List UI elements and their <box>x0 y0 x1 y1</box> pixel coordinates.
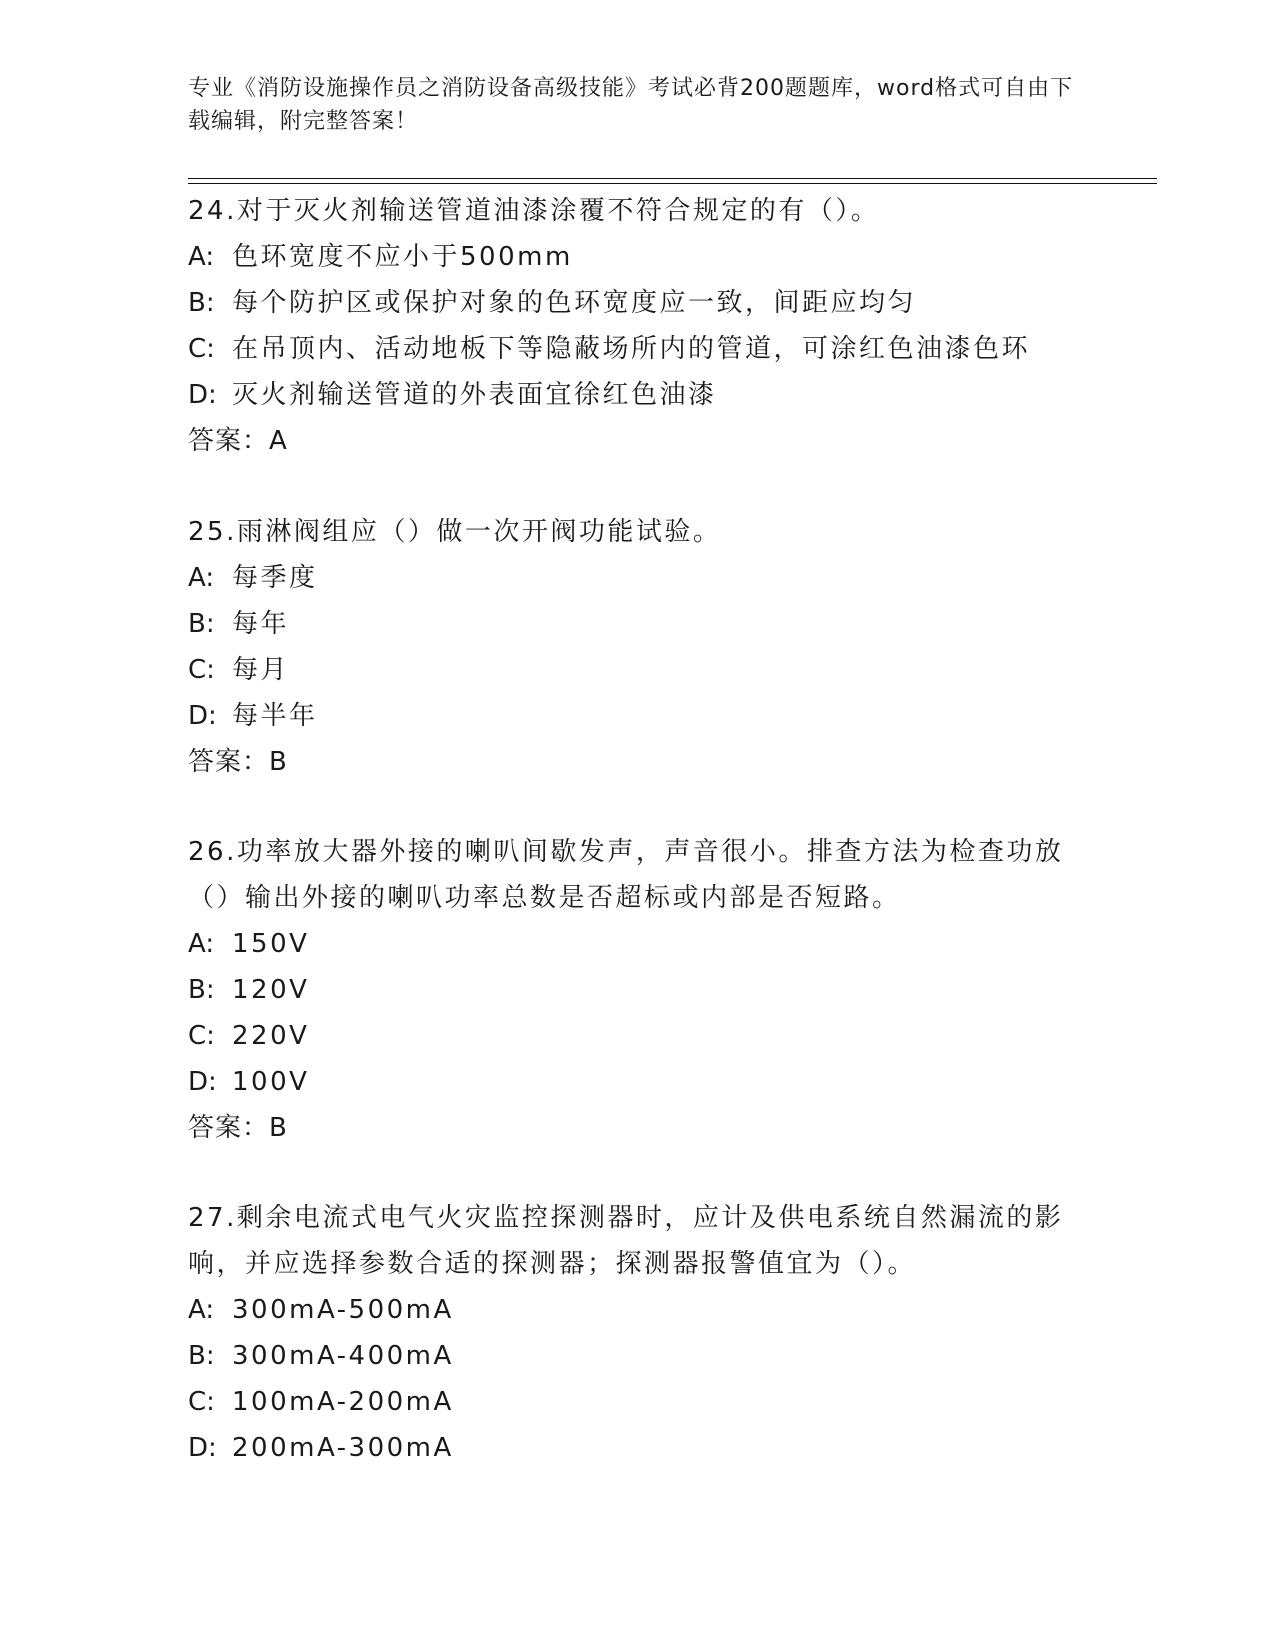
option-text: 220V <box>232 1021 310 1051</box>
option-c <box>188 1013 1088 1059</box>
option-text: 每半年 <box>232 701 318 731</box>
option-d <box>188 372 1088 418</box>
option-key: A: <box>188 929 215 959</box>
option-b <box>188 601 1088 647</box>
option-text: 100V <box>232 1067 310 1097</box>
option-b <box>188 967 1088 1013</box>
option-text: 色环宽度不应小于500mm <box>232 242 573 272</box>
option-d <box>188 1059 1088 1105</box>
option-text: 每个防护区或保护对象的色环宽度应一致，间距应均匀 <box>232 288 917 318</box>
answer-line: 答案：A <box>188 426 288 456</box>
answer-line: 答案：B <box>188 747 288 777</box>
question-stem: 26.功率放大器外接的喇叭间歇发声，声音很小。排查方法为检查功放（）输出外接的喇叭功率总数是否超标或内部是否短路。 <box>188 837 1064 913</box>
option-d <box>188 693 1088 739</box>
option-c <box>188 647 1088 693</box>
option-key: C: <box>188 1021 215 1051</box>
option-key: C: <box>188 655 215 685</box>
option-text: 100mA-200mA <box>232 1387 454 1417</box>
option-a <box>188 555 1088 601</box>
option-text: 300mA-400mA <box>232 1341 454 1371</box>
option-a <box>188 921 1088 967</box>
option-text: 灭火剂输送管道的外表面宜徐红色油漆 <box>232 380 717 410</box>
option-key: C: <box>188 1387 215 1417</box>
question-27 <box>188 1195 1088 1471</box>
question-stem: 25.雨淋阀组应（）做一次开阀功能试验。 <box>188 517 722 547</box>
document-header <box>188 72 1088 138</box>
option-text: 每季度 <box>232 563 318 593</box>
option-key: B: <box>188 609 215 639</box>
option-b <box>188 1333 1088 1379</box>
option-c <box>188 1379 1088 1425</box>
option-a <box>188 234 1088 280</box>
option-text: 120V <box>232 975 310 1005</box>
option-c <box>188 326 1088 372</box>
option-key: D: <box>188 701 217 731</box>
option-d <box>188 1425 1088 1471</box>
option-b <box>188 280 1088 326</box>
header-intro-text: 专业《消防设施操作员之消防设备高级技能》考试必背200题题库，word格式可自由下载编辑，附完整答案！ <box>188 76 1074 134</box>
question-stem: 27.剩余电流式电气火灾监控探测器时，应计及供电系统自然漏流的影响，并应选择参数合适的探测器；探测器报警值宜为（）。 <box>188 1203 1064 1279</box>
question-stem: 24.对于灭火剂输送管道油漆涂覆不符合规定的有（）。 <box>188 196 880 226</box>
question-26 <box>188 829 1088 1151</box>
option-text: 在吊顶内、活动地板下等隐蔽场所内的管道，可涂红色油漆色环 <box>232 334 1031 364</box>
option-key: A: <box>188 1295 215 1325</box>
option-key: B: <box>188 1341 215 1371</box>
option-key: B: <box>188 975 215 1005</box>
question-24 <box>188 188 1088 464</box>
header-divider-top <box>188 178 1157 179</box>
option-key: D: <box>188 1067 217 1097</box>
option-text: 每月 <box>232 655 290 685</box>
option-text: 150V <box>232 929 310 959</box>
option-key: D: <box>188 1433 217 1463</box>
option-a <box>188 1287 1088 1333</box>
question-25 <box>188 509 1088 785</box>
header-divider-bottom <box>188 183 1157 184</box>
option-key: C: <box>188 334 215 364</box>
option-key: A: <box>188 242 215 272</box>
option-text: 每年 <box>232 609 290 639</box>
option-text: 200mA-300mA <box>232 1433 454 1463</box>
option-key: B: <box>188 288 215 318</box>
answer-line: 答案：B <box>188 1113 288 1143</box>
option-text: 300mA-500mA <box>232 1295 454 1325</box>
option-key: D: <box>188 380 217 410</box>
option-key: A: <box>188 563 215 593</box>
